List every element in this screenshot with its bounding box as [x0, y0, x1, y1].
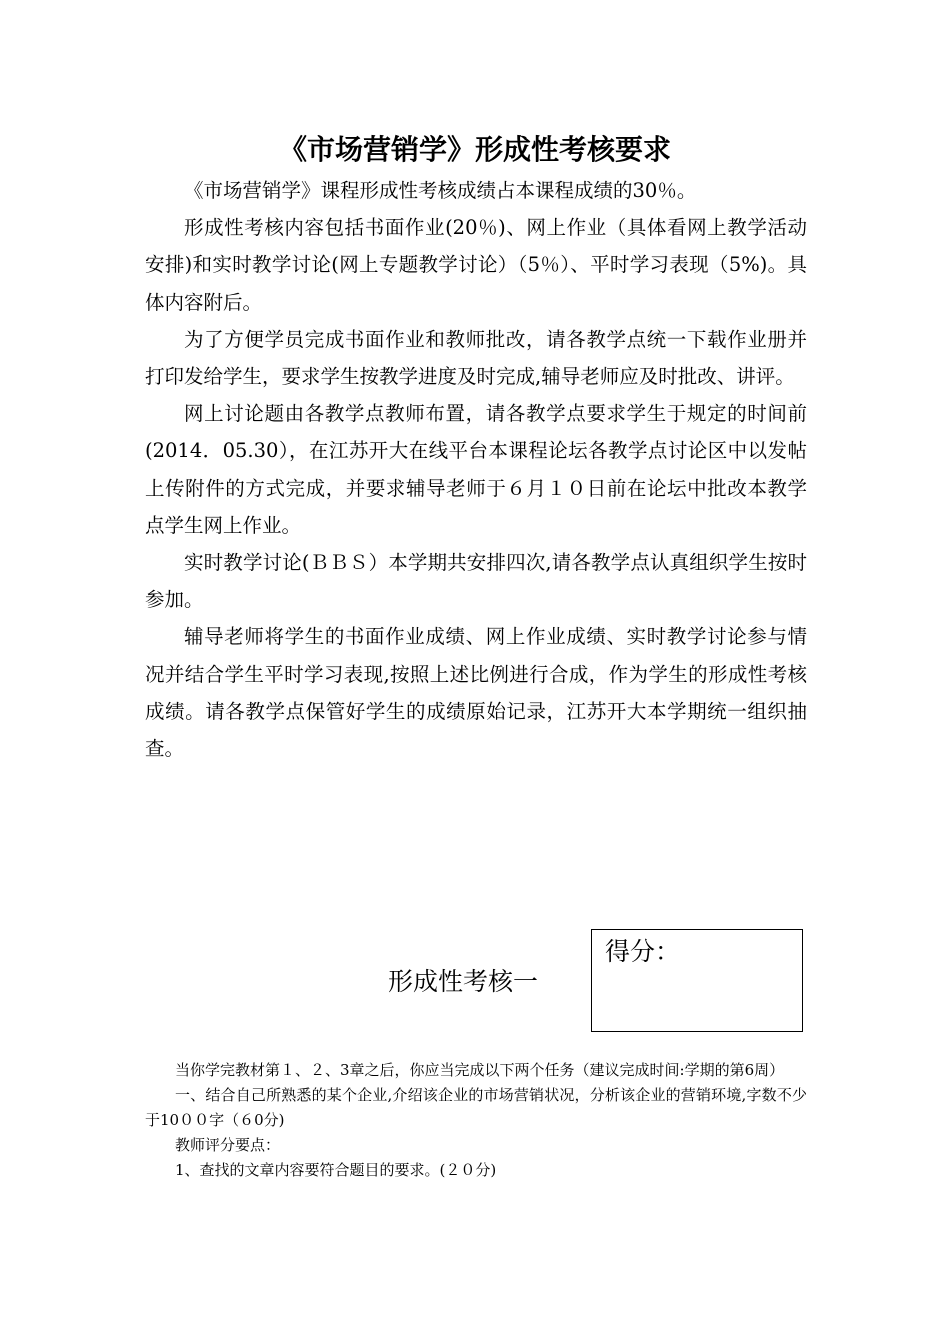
paragraph-realtime-discussion: 实时教学讨论(ＢＢＳ）本学期共安排四次,请各教学点认真组织学生按时参加。: [145, 551, 807, 612]
task-intro: 当你学完教材第１、２、3章之后，你应当完成以下两个任务（建议完成时间:学期的第6周）: [175, 1061, 785, 1079]
paragraph-content: 形成性考核内容包括书面作业(20％)、网上作业（具体看网上教学活动安排)和实时教学讨论(网上专题教学讨论）（5％）、平时学习表现（5%)。具体内容附后。: [145, 216, 807, 314]
grading-point-1: 1、查找的文章内容要符合题目的要求。(２０分): [175, 1161, 497, 1179]
grading-points-heading: 教师评分要点：: [175, 1136, 281, 1154]
score-label: 得分：: [605, 937, 681, 966]
assessment-tasks: [145, 1058, 807, 1183]
assessment-title: 形成性考核一: [388, 967, 539, 996]
requirements-body: [145, 172, 807, 767]
paragraph-written-work: 为了方便学员完成书面作业和教师批改，请各教学点统一下载作业册并打印发给学生，要求学生按教学进度及时完成,辅导老师应及时批改、讲评。: [145, 327, 807, 389]
task-one: 一、结合自己所熟悉的某个企业,介绍该企业的市场营销状况，分析该企业的营销环境,字数不少于10００字（６0分): [145, 1086, 807, 1129]
paragraph-grading: 辅导老师将学生的书面作业成绩、网上作业成绩、实时教学讨论参与情况并结合学生平时学习表现,按照上述比例进行合成，作为学生的形成性考核成绩。请各教学点保管好学生的成绩原始记录，江苏开大本学期统一组织抽查。: [145, 625, 807, 761]
paragraph-online-discussion: 网上讨论题由各教学点教师布置，请各教学点要求学生于规定的时间前(2014．05.30），在江苏开大在线平台本课程论坛各教学点讨论区中以发帖上传附件的方式完成，并要求辅导老师于６月１０日前在论坛中批改本教学点学生网上作业。: [145, 402, 807, 537]
score-box: [591, 929, 803, 1032]
paragraph-weight: 《市场营销学》课程形成性考核成绩占本课程成绩的30％。: [184, 179, 697, 202]
document-title: 《市场营销学》形成性考核要求: [278, 133, 671, 166]
